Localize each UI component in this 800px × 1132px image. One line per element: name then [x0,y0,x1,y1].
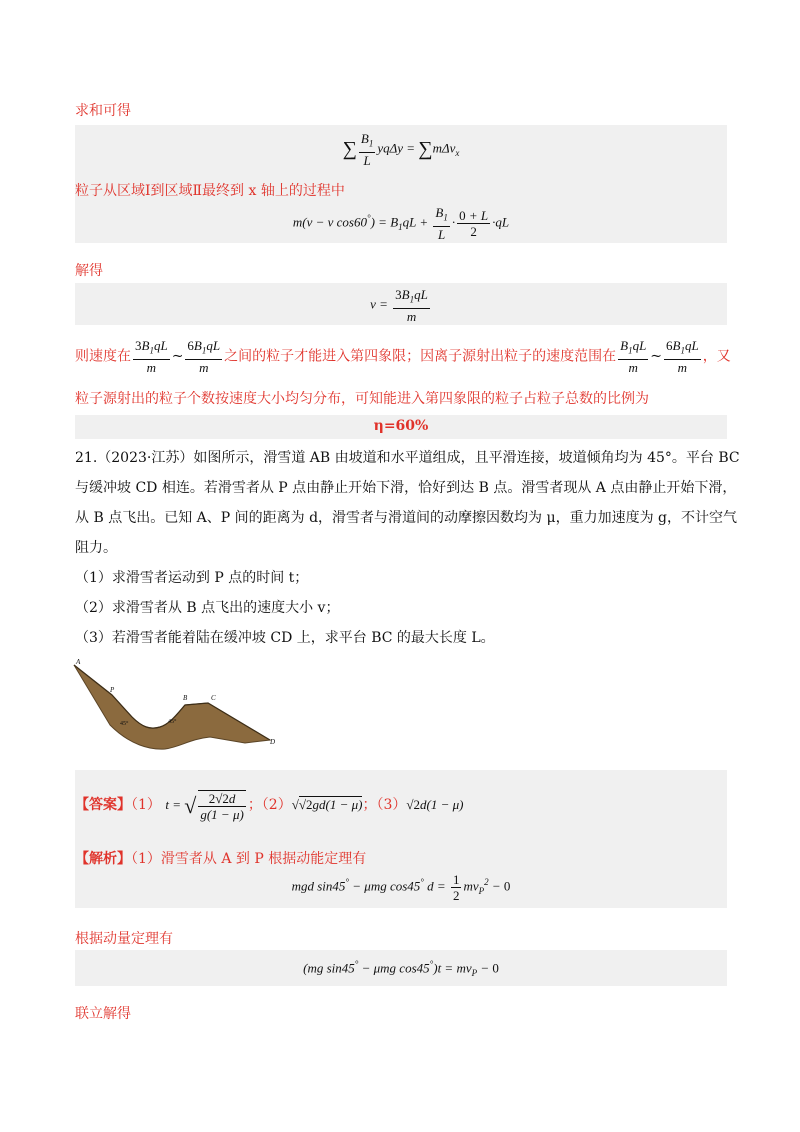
process-intro: 粒子从区域Ⅰ到区域Ⅱ最终到 x 轴上的过程中 [75,183,345,199]
momentum-intro: 根据动量定理有 [75,931,173,947]
range-part-2: 之间的粒子才能进入第四象限；因离子源射出粒子的速度范围在 [224,348,617,365]
question-line-1: 如图所示，滑雪道 AB 由坡道和水平道组成，且平滑连接，坡道倾角均为 45°。平台 BC [193,450,740,466]
question-line-2: 与缓冲坡 CD 相连。若滑雪者从 P 点由静止开始下滑，恰好到达 B 点。滑雪者现从 A 点由静止开始下滑， [75,480,737,496]
analysis-text: （1）滑雪者从 A 到 P 根据动能定理有 [131,851,367,867]
joint-solve: 联立解得 [75,1006,131,1022]
question-source: （2023·江苏） [97,450,194,466]
label-c: C [211,694,216,702]
range-part-1: 则速度在 [75,348,131,365]
angle-label-1: 45° [120,721,129,727]
energy-equation: mgd sin45° − μmg cos45° d = $\frac{1}{2}$ $mv_P^2 - 0$ [291,872,511,903]
velocity-equation: v = $\frac{3B_1qL}{m}$ [370,287,428,324]
process-equation: m(v − v $\cos 60^\circ) = B_1qL$ + $\frac{B_1}{L}$ · $\frac{0 + L}{2}$ ·qL [292,205,510,242]
question-line-3: 从 B 点飞出。已知 A、P 间的距离为 d，滑雪者与滑道间的动摩擦因数均为 μ，重力加速度为 g，不计空气 [75,510,737,526]
analysis-line [75,848,366,868]
answer-1-prefix: （1） [131,796,161,813]
analysis-label: 【解析】 [75,851,131,867]
ratio-line: 粒子源射出的粒子个数按速度大小均匀分布，可知能进入第四象限的粒子占粒子总数的比例为 [75,391,649,407]
slope-shape [74,665,270,749]
answer-3-prefix: ；（3） [362,796,407,813]
equation-band-1 [75,125,727,243]
range-part-3: ，又 [702,348,731,365]
question-number: 21. [75,450,98,466]
sum-equation: ∑ $\frac{B_1}{L}$ yqΔy = ∑mΔv$_x$ [342,131,460,168]
eta-band [75,415,727,439]
answer-label: 【答案】 [75,796,131,813]
angle-label-2: 45° [168,719,177,725]
sub-question-1: （1）求滑雪者运动到 P 点的时间 t； [75,570,309,586]
momentum-equation: (mg sin45° − μmg $\cos 45^\circ)t = mv_P - 0$ [303,959,499,978]
question-line-4: 阻力。 [75,540,117,556]
momentum-band [75,950,727,986]
label-a: A [76,658,81,666]
eta-result: η=60% [373,418,429,434]
solve-label: 解得 [75,263,103,279]
label-p: P [110,686,115,694]
answer-line: 【答案】（1） t = √ $\frac{2√2d}{g(1 - \mu)}$ ；（2）√√2gd(1 − μ)；（3）√2d(1 − μ) [75,791,464,822]
answer-band [75,770,727,908]
label-b: B [183,694,188,702]
answer-2-prefix: ；（2） [247,796,292,813]
sum-intro: 求和可得 [75,103,131,119]
sub-question-3: （3）若滑雪者能着陆在缓冲坡 CD 上，求平台 BC 的最大长度 L。 [75,630,495,646]
equation-band-2 [75,283,727,325]
range-line: 则速度在 $\frac{3B_1qL}{m}$ ~ $\frac{6B_1qL}{m}$ 之间的粒子才能进入第四象限；因离子源射出粒子的速度范围在 $\frac{B_1qL}{m}$ ~ $\frac{6B_1qL}{m}$ ，又 [75,338,731,375]
question-21 [75,443,740,653]
ski-slope-diagram [70,655,285,750]
sub-question-2: （2）求滑雪者从 B 点飞出的速度大小 v； [75,600,340,616]
label-d: D [270,738,276,746]
